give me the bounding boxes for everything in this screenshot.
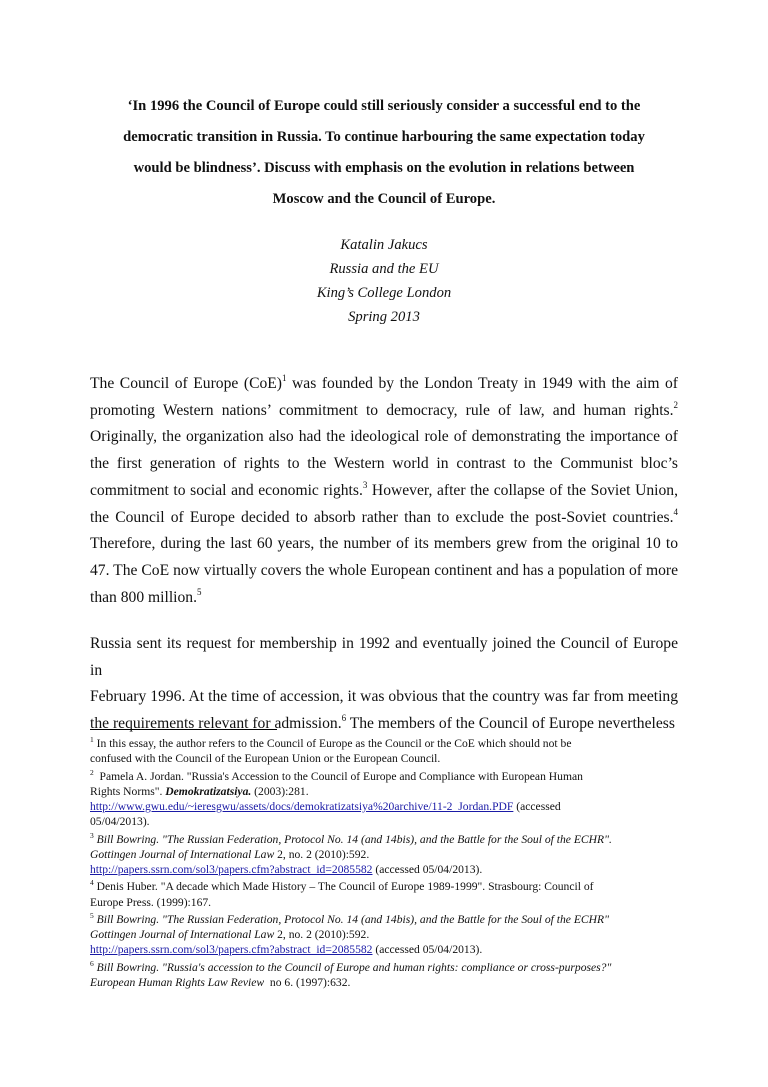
footnote-line — [90, 751, 690, 766]
text: 47. The CoE now virtually covers the whole European continent and has a population of more — [90, 561, 678, 579]
italic-text: Gottingen Journal of International Law — [90, 928, 275, 942]
citation-link[interactable]: http://papers.ssrn.com/sol3/papers.cfm?abstract_id=2085582 — [90, 863, 373, 876]
footnote-line — [90, 975, 690, 990]
italic-text: Bill Bowring. "Russia's accession to the Council of Europe and human rights: compliance or cross-purposes?" — [93, 960, 612, 974]
title-line: would be blindness’. Discuss with emphasis on the evolution in relations between — [133, 160, 635, 176]
footnote — [90, 879, 690, 909]
footnote-line — [90, 847, 690, 862]
footnote-line — [90, 912, 690, 927]
paragraph-2 — [90, 631, 678, 738]
italic-text: Bill Bowring. "The Russian Federation, Protocol No. 14 (and 14bis), and the Battle for the Soul of the ECHR" — [93, 912, 609, 926]
text: Pamela A. Jordan. "Russia's Accession to the Council of Europe and Compliance with European Human — [93, 769, 583, 783]
text: 05/04/2013). — [90, 815, 150, 829]
footnote-line — [90, 895, 690, 910]
text-line — [90, 398, 678, 425]
term: Spring 2013 — [348, 309, 420, 325]
text: February 1996. At the time of accession, it was obvious that the country was far from meeting — [90, 688, 678, 706]
text-line — [90, 505, 678, 532]
footnote-ref: 2 — [673, 399, 678, 410]
text: the Council of Europe decided to absorb rather than to exclude the post-Soviet countries. — [90, 508, 674, 526]
text-line — [90, 558, 678, 585]
text: (2003):281. — [251, 784, 309, 798]
essay-title — [0, 91, 768, 215]
text: Rights Norms". — [90, 784, 166, 798]
italic-text: Gottingen Journal of International Law — [90, 847, 275, 861]
author-name: Katalin Jakucs — [340, 237, 428, 253]
title-line: democratic transition in Russia. To continue harbouring the same expectation today — [123, 129, 645, 145]
footnote-line — [90, 814, 690, 829]
text: In this essay, the author refers to the Council of Europe as the Council or the CoE which should not be — [93, 737, 572, 750]
footnote-line — [90, 960, 690, 975]
text: The members of the Council of Europe nevertheless — [346, 715, 675, 733]
title-line: ‘In 1996 the Council of Europe could still seriously consider a successful end to the — [127, 98, 641, 114]
italic-text: European Human Rights Law Review — [90, 975, 265, 989]
footnote-line — [90, 879, 690, 894]
text: (accessed 05/04/2013). — [372, 863, 483, 876]
text-line — [90, 711, 678, 738]
paragraph-1 — [90, 371, 678, 611]
citation-link[interactable]: http://papers.ssrn.com/sol3/papers.cfm?abstract_id=2085582 — [90, 943, 373, 957]
footnotes — [90, 736, 690, 992]
footnote-ref: 2 — [90, 767, 94, 777]
footnote-ref: 4 — [90, 878, 94, 888]
footnote-ref: 5 — [90, 910, 94, 920]
title-line: Moscow and the Council of Europe. — [272, 191, 496, 207]
text-line — [90, 684, 678, 711]
footnote-ref: 3 — [90, 830, 94, 840]
footnote-ref: 6 — [341, 713, 347, 724]
text-line — [90, 631, 678, 684]
text: Originally, the organization also had the ideological role of demonstrating the importance of — [90, 428, 678, 446]
text: no 6. (1997):632. — [264, 975, 351, 989]
text: Therefore, during the last 60 years, the number of its members grew from the original 10 to — [90, 535, 678, 553]
footnote-ref: 1 — [90, 735, 94, 744]
text-line — [90, 371, 678, 398]
text: Russia sent its request for membership in 1992 and eventually joined the Council of Europe in — [90, 635, 678, 679]
text-line — [90, 531, 678, 558]
footnote-ref: 1 — [281, 373, 287, 383]
text: 2, no. 2 (2010):592. — [274, 847, 370, 861]
footnote-ref: 5 — [197, 586, 202, 597]
italic-text: Bill Bowring. "The Russian Federation, Protocol No. 14 (and 14bis), and the Battle for the Soul of the ECHR". — [93, 832, 612, 846]
text: promoting Western nations’ commitment to democracy, rule of law, and human rights. — [90, 401, 674, 419]
text: 2, no. 2 (2010):592. — [274, 928, 370, 942]
author-block — [0, 233, 768, 329]
text: Denis Huber. "A decade which Made History – The Council of Europe 1989-1999". Strasbourg: Council of — [93, 880, 594, 894]
footnote-line — [90, 862, 690, 877]
text: confused with the Council of the European Union or the European Council. — [90, 752, 441, 766]
text: The Council of Europe (CoE) — [90, 375, 282, 392]
footnote-line — [90, 942, 690, 957]
text-line — [90, 451, 678, 478]
footnote-line — [90, 784, 690, 799]
footnote-line — [90, 736, 690, 751]
text-line — [90, 424, 678, 451]
footnote-line — [90, 832, 690, 847]
footnote — [90, 832, 690, 878]
citation-link[interactable]: http://www.gwu.edu/~ieresgwu/assets/docs/demokratizatsiya%20archive/11-2_Jordan.PDF — [90, 800, 514, 813]
text: was founded by the London Treaty in 1949 with the aim of — [286, 375, 679, 392]
text: than 800 million. — [90, 588, 197, 606]
footnote — [90, 769, 690, 830]
course-name: Russia and the EU — [329, 261, 439, 277]
bold-italic-text: Demokratizatsiya. — [165, 784, 252, 798]
footnote-line — [90, 769, 690, 784]
text: the first generation of rights to the Western world in contrast to the Communist bloc’s — [90, 455, 678, 473]
text-line — [90, 478, 678, 505]
footnote — [90, 736, 690, 766]
text-line — [90, 585, 678, 612]
footnote — [90, 960, 690, 990]
institution: King’s College London — [316, 285, 452, 301]
footnote-line — [90, 799, 690, 814]
footnote-ref: 3 — [362, 479, 368, 490]
text: (accessed 05/04/2013). — [372, 943, 483, 957]
footnote-line — [90, 927, 690, 942]
footnote-ref: 4 — [673, 506, 678, 517]
footnote-separator — [90, 729, 277, 730]
footnote — [90, 912, 690, 958]
text: However, after the collapse of the Soviet Union, — [367, 481, 678, 499]
footnote-ref: 6 — [90, 958, 94, 968]
text: Europe Press. (1999):167. — [90, 895, 212, 909]
text: (accessed — [513, 800, 561, 813]
text: commitment to social and economic rights. — [90, 481, 363, 499]
text: the requirements relevant for admission. — [90, 715, 342, 733]
